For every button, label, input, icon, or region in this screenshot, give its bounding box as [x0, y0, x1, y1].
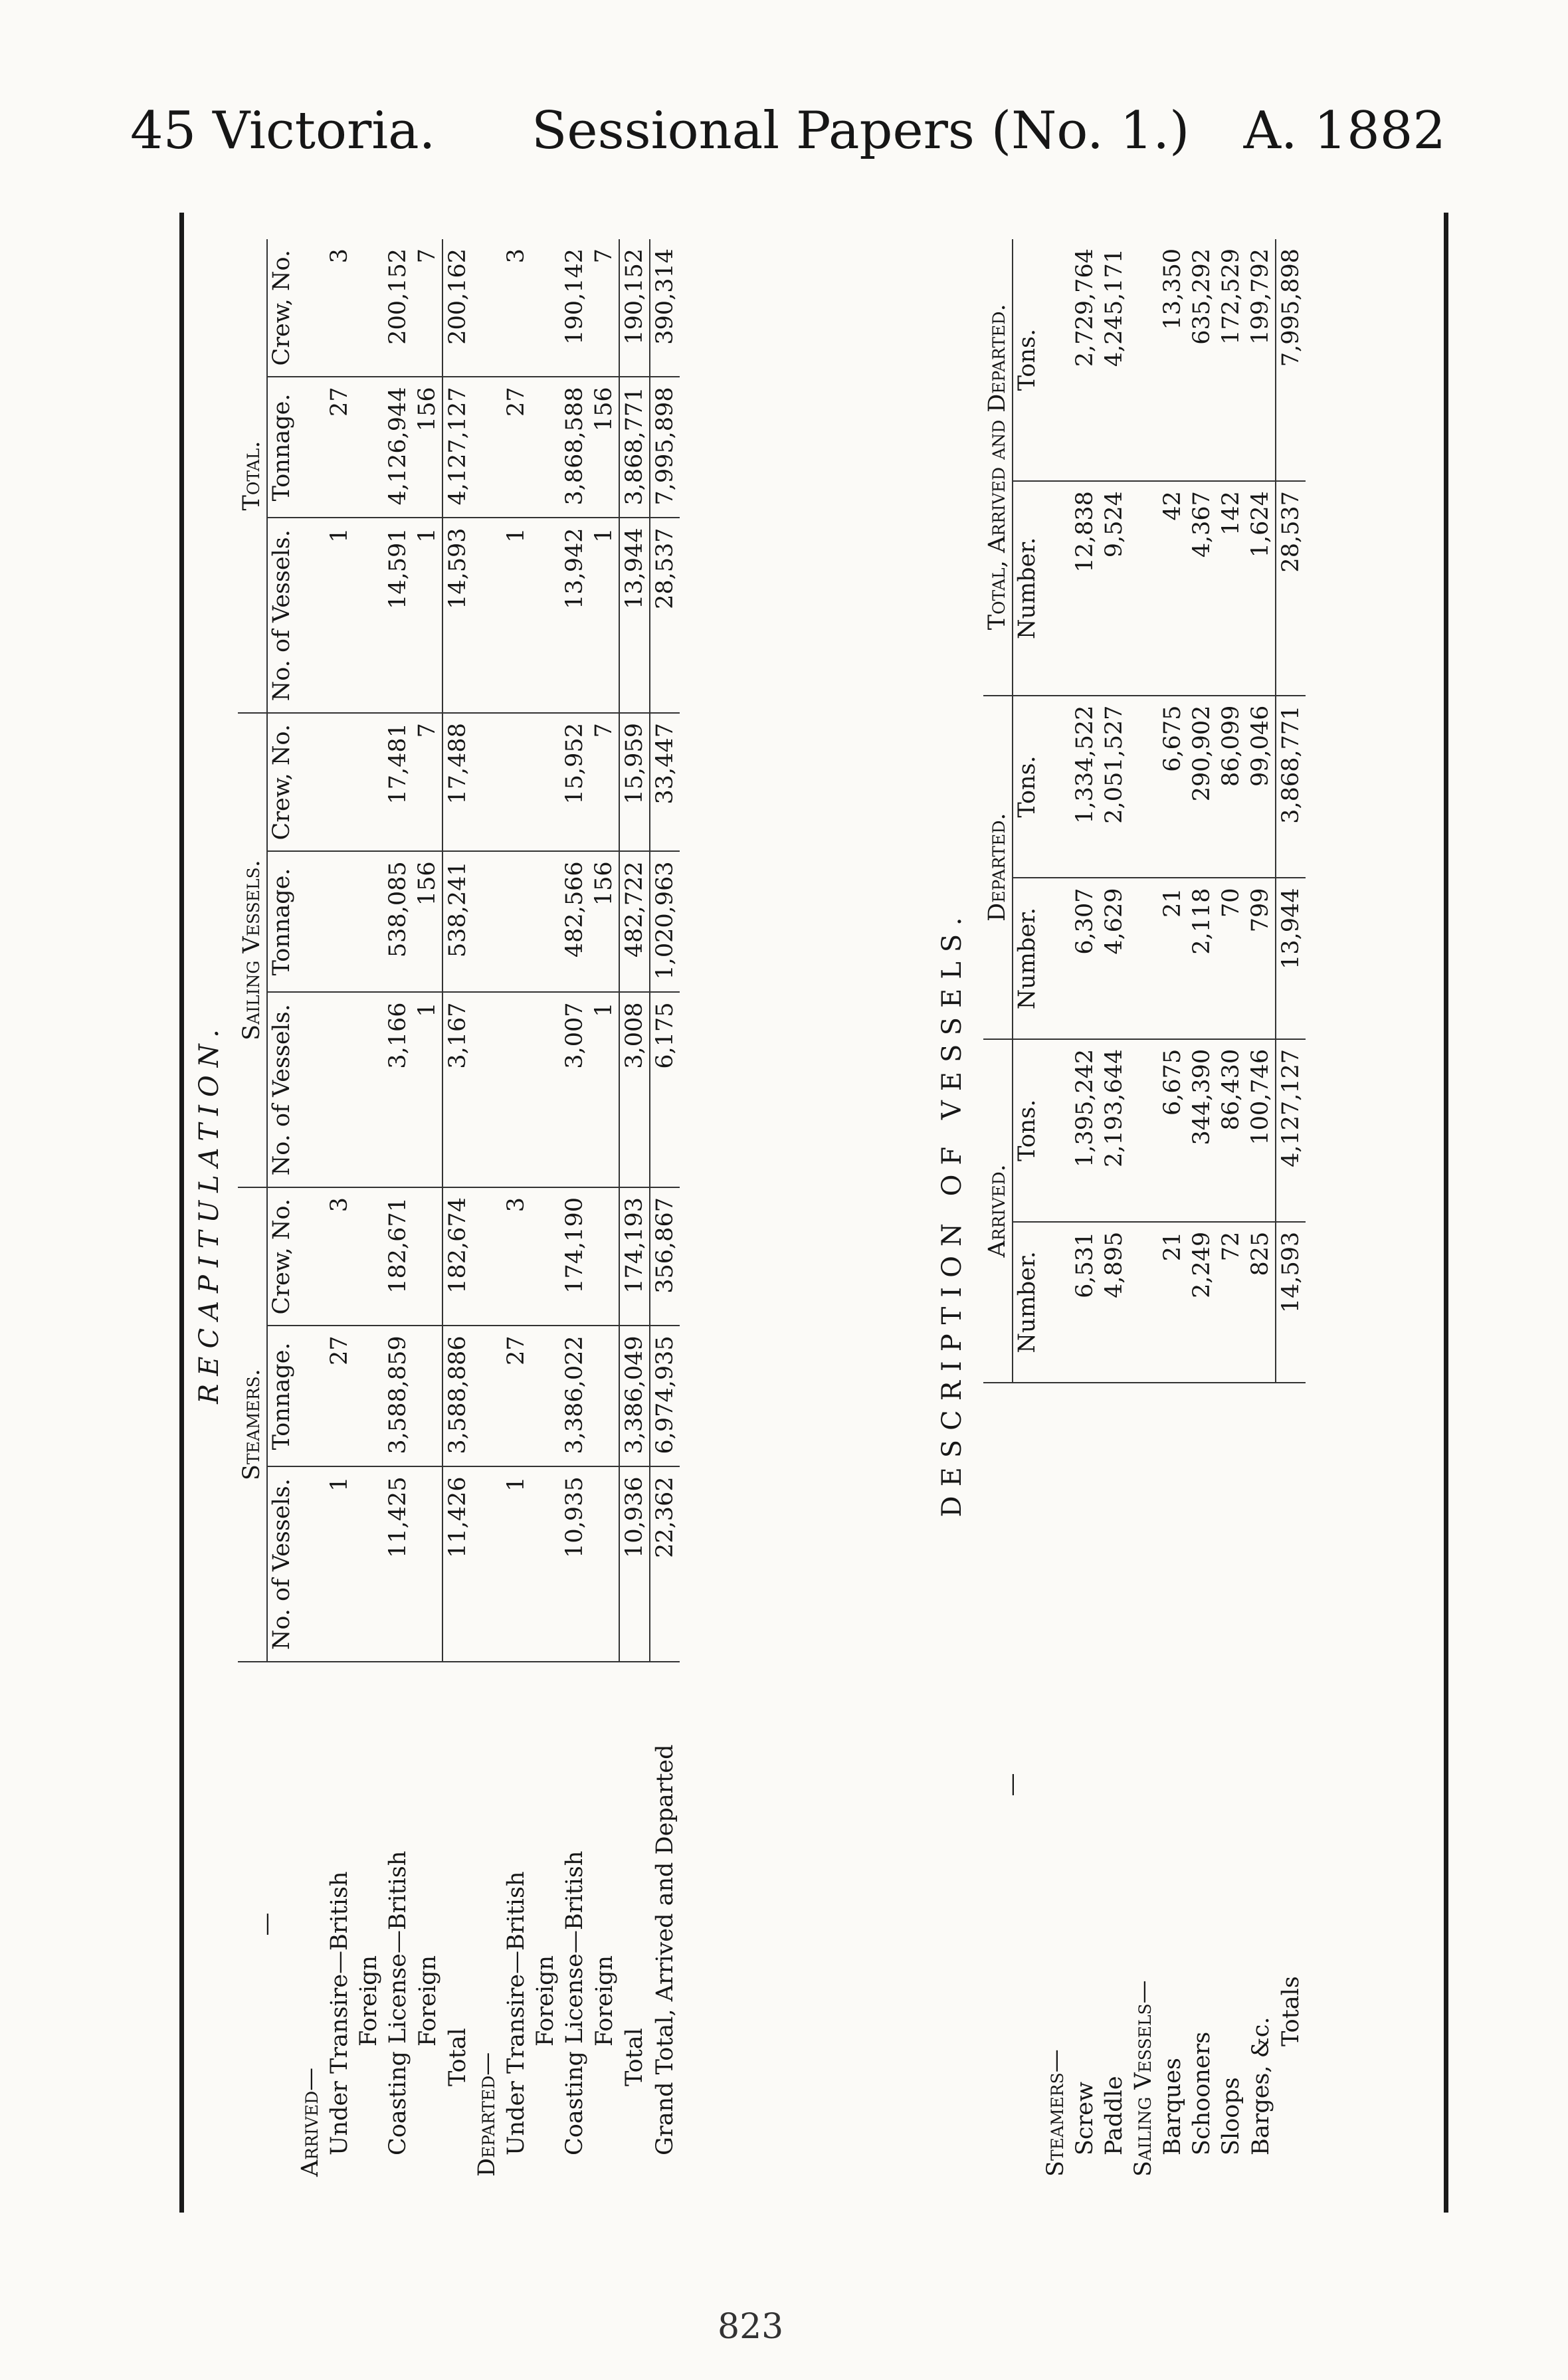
recap-row [560, 239, 589, 2186]
recap-cell: 11,426 [442, 1466, 472, 1662]
recap-cell: 4,126,944 [383, 377, 413, 518]
recap-cell: 200,162 [442, 239, 472, 377]
recap-cell: 7 [413, 239, 442, 377]
recap-row [296, 239, 325, 2186]
recap-cell [296, 713, 325, 851]
recap-cell: 3,166 [383, 992, 413, 1187]
recap-cell: 27 [325, 377, 354, 518]
recap-cell: 1 [502, 1466, 531, 1662]
description-group-header: Arrived. [983, 1039, 1013, 1383]
recap-row [531, 239, 560, 2186]
recap-row-label: Arrived— [297, 2067, 324, 2177]
recap-cell: 3 [502, 1187, 531, 1326]
recap-group-header: Steamers. [238, 1187, 267, 1662]
description-col-header: Tons. [1013, 239, 1042, 481]
recap-cell: 28,537 [650, 518, 680, 713]
description-row-label: Sailing Vessels— [1130, 1980, 1157, 2177]
recap-row [354, 239, 383, 2186]
recap-cell: 15,959 [619, 713, 650, 851]
recap-cell [354, 518, 383, 713]
description-cell: 825 [1246, 1222, 1276, 1383]
recap-cell [354, 1326, 383, 1466]
description-cell: 142 [1217, 481, 1246, 695]
recap-cell: 3,008 [619, 992, 650, 1187]
description-cell [1129, 481, 1158, 695]
recap-cell: 390,314 [650, 239, 680, 377]
recap-cell [589, 1466, 619, 1662]
recap-cell: 156 [413, 851, 442, 992]
recap-cell: 27 [502, 377, 531, 518]
recap-row [650, 239, 680, 2186]
recap-cell [296, 1466, 325, 1662]
recap-cell: 1 [502, 518, 531, 713]
description-row [1041, 239, 1070, 2186]
description-cell: 21 [1158, 1222, 1187, 1383]
description-cell: 100,746 [1246, 1039, 1276, 1222]
recap-cell: 3,868,588 [560, 377, 589, 518]
recap-group-header: Sailing Vessels. [238, 713, 267, 1187]
recap-cell: 174,190 [560, 1187, 589, 1326]
description-cell: 14,593 [1276, 1222, 1306, 1383]
recap-cell [502, 992, 531, 1187]
description-label-header: — [999, 1773, 1026, 1797]
recap-cell [502, 713, 531, 851]
recap-row [472, 239, 502, 2186]
description-cell [1041, 239, 1070, 481]
description-cell: 1,395,242 [1070, 1039, 1100, 1222]
description-cell: 4,127,127 [1276, 1039, 1306, 1222]
recap-cell [589, 1326, 619, 1466]
recap-cell: 3 [325, 239, 354, 377]
recap-row [413, 239, 442, 2186]
description-cell: 4,367 [1187, 481, 1217, 695]
description-row-label: Schooners [1189, 2031, 1215, 2155]
header-session: 45 Victoria. [130, 101, 436, 161]
description-body [1041, 239, 1306, 2186]
recap-row-label: Foreign [532, 1955, 559, 2046]
recap-row-label: Foreign [414, 1955, 441, 2046]
recap-cell: 3,167 [442, 992, 472, 1187]
recap-table [238, 239, 680, 2186]
recap-label-header: — [253, 1912, 280, 1936]
recap-cell [589, 1187, 619, 1326]
description-col-header: Number. [1013, 1222, 1042, 1383]
recap-row [502, 239, 531, 2186]
description-row [1246, 239, 1276, 2186]
recap-cell: 10,936 [619, 1466, 650, 1662]
description-row-label: Totals [1277, 1976, 1304, 2046]
recap-cell [296, 851, 325, 992]
recap-cell [531, 1326, 560, 1466]
description-cell: 99,046 [1246, 696, 1276, 878]
description-cell [1129, 696, 1158, 878]
recap-cell: 3,386,049 [619, 1326, 650, 1466]
description-group-header: Departed. [983, 696, 1013, 1039]
description-cell: 6,531 [1070, 1222, 1100, 1383]
description-cell [1129, 878, 1158, 1039]
recap-cell: 190,152 [619, 239, 650, 377]
recap-cell: 3,588,859 [383, 1326, 413, 1466]
description-cell: 635,292 [1187, 239, 1217, 481]
description-cell: 7,995,898 [1276, 239, 1306, 481]
recap-cell [531, 713, 560, 851]
recap-cell: 1 [325, 518, 354, 713]
recap-cell: 6,175 [650, 992, 680, 1187]
recap-cell: 1 [589, 992, 619, 1187]
recap-cell: 356,867 [650, 1187, 680, 1326]
recap-cell: 1 [589, 518, 619, 713]
recap-cell: 4,127,127 [442, 377, 472, 518]
description-cell: 3,868,771 [1276, 696, 1306, 878]
description-cell: 13,350 [1158, 239, 1187, 481]
recap-row-label: Total [444, 2028, 471, 2086]
recap-cell [296, 992, 325, 1187]
header-title: Sessional Papers (No. 1.) [532, 101, 1190, 161]
recap-cell: 13,944 [619, 518, 650, 713]
description-title: DESCRIPTION OF VESSELS. [937, 908, 967, 1518]
recap-cell [531, 239, 560, 377]
recap-cell: 13,942 [560, 518, 589, 713]
description-cell [1041, 1039, 1070, 1222]
recap-col-header: Crew, No. [267, 1187, 296, 1326]
description-row [1070, 239, 1100, 2186]
description-cell: 9,524 [1100, 481, 1129, 695]
recap-cell [531, 1187, 560, 1326]
recap-cell: 182,671 [383, 1187, 413, 1326]
rotated-tables [179, 213, 1448, 2213]
recap-cell: 156 [589, 851, 619, 992]
recap-cell [472, 518, 502, 713]
description-row-label: Barges, &c. [1247, 2017, 1274, 2155]
recap-cell: 7 [589, 713, 619, 851]
description-cell [1041, 481, 1070, 695]
description-cell: 1,334,522 [1070, 696, 1100, 878]
recap-cell [502, 851, 531, 992]
description-cell: 70 [1217, 878, 1246, 1039]
recap-row-label: Foreign [355, 1955, 382, 2046]
recap-row [619, 239, 650, 2186]
recap-row-label: Departed— [474, 2052, 500, 2177]
description-group-header: Total, Arrived and Departed. [983, 239, 1013, 696]
recap-cell [472, 992, 502, 1187]
recap-cell: 3 [325, 1187, 354, 1326]
description-cell: 4,629 [1100, 878, 1129, 1039]
recap-cell: 156 [413, 377, 442, 518]
recap-cell: 1,020,963 [650, 851, 680, 992]
description-cell [1041, 696, 1070, 878]
description-cell: 42 [1158, 481, 1187, 695]
description-row-label: Screw [1072, 2082, 1098, 2155]
recap-row [325, 239, 354, 2186]
recap-cell: 3,007 [560, 992, 589, 1187]
description-cell: 2,118 [1187, 878, 1217, 1039]
recap-cell: 190,142 [560, 239, 589, 377]
recap-cell: 6,974,935 [650, 1326, 680, 1466]
recap-cell [325, 713, 354, 851]
description-cell: 4,245,171 [1100, 239, 1129, 481]
description-row-label: Steamers— [1042, 2049, 1069, 2177]
description-cell: 2,051,527 [1100, 696, 1129, 878]
description-cell: 12,838 [1070, 481, 1100, 695]
recap-cell [531, 1466, 560, 1662]
recap-row-label: Under Transire—British [503, 1871, 530, 2155]
description-cell: 172,529 [1217, 239, 1246, 481]
recap-cell [296, 239, 325, 377]
recap-cell [413, 1466, 442, 1662]
recap-col-header: No. of Vessels. [267, 1466, 296, 1662]
description-cell: 2,193,644 [1100, 1039, 1129, 1222]
recap-row-label: Foreign [591, 1955, 618, 2046]
description-cell [1041, 878, 1070, 1039]
description-row-label: Barques [1159, 2058, 1186, 2155]
recap-cell: 538,085 [383, 851, 413, 992]
recap-cell [531, 992, 560, 1187]
recap-cell: 15,952 [560, 713, 589, 851]
recap-cell: 156 [589, 377, 619, 518]
description-cell: 799 [1246, 878, 1276, 1039]
recap-cell [354, 851, 383, 992]
description-cell [1129, 239, 1158, 481]
description-table [983, 239, 1306, 2186]
description-cell [1129, 1222, 1158, 1383]
recap-col-header: No. of Vessels. [267, 992, 296, 1187]
description-cell: 13,944 [1276, 878, 1306, 1039]
recap-cell [354, 992, 383, 1187]
recap-cell [472, 377, 502, 518]
recap-cell [296, 1187, 325, 1326]
description-row-label: Sloops [1218, 2077, 1244, 2155]
recap-col-header: Crew, No. [267, 713, 296, 851]
description-cell: 6,675 [1158, 1039, 1187, 1222]
recap-cell [296, 377, 325, 518]
recap-cell: 27 [502, 1326, 531, 1466]
recap-row-label: Coasting License—British [561, 1850, 588, 2155]
description-row [1158, 239, 1187, 2186]
description-cell: 344,390 [1187, 1039, 1217, 1222]
recap-group-header: Total. [238, 239, 267, 713]
description-cell [1041, 1222, 1070, 1383]
recap-row-label: Coasting License—British [385, 1850, 411, 2155]
recap-row-label: Under Transire—British [326, 1871, 353, 2155]
recap-cell: 200,152 [383, 239, 413, 377]
description-cell: 2,249 [1187, 1222, 1217, 1383]
recap-cell [354, 239, 383, 377]
recap-col-header: Crew, No. [267, 239, 296, 377]
recap-cell: 538,241 [442, 851, 472, 992]
recap-cell: 3 [502, 239, 531, 377]
recap-cell: 174,193 [619, 1187, 650, 1326]
description-cell: 6,307 [1070, 878, 1100, 1039]
recap-row [589, 239, 619, 2186]
recap-row [383, 239, 413, 2186]
recap-cell: 482,566 [560, 851, 589, 992]
recap-row-label: Total [621, 2028, 648, 2086]
recap-cell [354, 713, 383, 851]
description-col-header: Tons. [1013, 696, 1042, 878]
recap-cell: 1 [413, 992, 442, 1187]
recap-cell: 14,593 [442, 518, 472, 713]
description-cell: 199,792 [1246, 239, 1276, 481]
recap-col-header: Tonnage. [267, 1326, 296, 1466]
description-cell: 86,099 [1217, 696, 1246, 878]
description-col-header: Number. [1013, 481, 1042, 695]
recap-body [296, 239, 680, 2186]
recap-cell [325, 992, 354, 1187]
description-cell: 4,895 [1100, 1222, 1129, 1383]
description-row [1129, 239, 1158, 2186]
recap-cell: 11,425 [383, 1466, 413, 1662]
description-row [1217, 239, 1246, 2186]
recap-cell [531, 377, 560, 518]
description-col-header: Tons. [1013, 1039, 1042, 1222]
recap-col-header: No. of Vessels. [267, 518, 296, 713]
recap-cell [354, 377, 383, 518]
description-cell: 290,902 [1187, 696, 1217, 878]
recap-cell [472, 1326, 502, 1466]
recap-cell [472, 1187, 502, 1326]
description-col-header: Number. [1013, 878, 1042, 1039]
recap-col-header: Tonnage. [267, 377, 296, 518]
recap-cell: 1 [413, 518, 442, 713]
recap-cell [531, 518, 560, 713]
recap-cell: 3,588,886 [442, 1326, 472, 1466]
description-row-label: Paddle [1101, 2076, 1127, 2155]
recap-cell [413, 1326, 442, 1466]
description-row [1276, 239, 1306, 2186]
description-row [1187, 239, 1217, 2186]
recap-row [442, 239, 472, 2186]
description-cell: 21 [1158, 878, 1187, 1039]
recap-cell: 27 [325, 1326, 354, 1466]
recap-cell: 7,995,898 [650, 377, 680, 518]
description-cell: 72 [1217, 1222, 1246, 1383]
recap-cell: 3,868,771 [619, 377, 650, 518]
recap-cell [413, 1187, 442, 1326]
recap-col-header: Tonnage. [267, 851, 296, 992]
description-cell: 2,729,764 [1070, 239, 1100, 481]
recap-cell: 3,386,022 [560, 1326, 589, 1466]
recap-cell [472, 851, 502, 992]
recap-cell: 33,447 [650, 713, 680, 851]
recap-cell [296, 518, 325, 713]
description-cell: 28,537 [1276, 481, 1306, 695]
recap-cell [325, 851, 354, 992]
page-number: 823 [718, 2307, 784, 2347]
recap-cell: 7 [413, 713, 442, 851]
recap-cell [354, 1187, 383, 1326]
recap-cell: 22,362 [650, 1466, 680, 1662]
description-cell: 6,675 [1158, 696, 1187, 878]
recap-cell [472, 1466, 502, 1662]
recap-row-label: Grand Total, Arrived and Departed [651, 1744, 678, 2155]
recap-cell: 10,935 [560, 1466, 589, 1662]
description-cell: 1,624 [1246, 481, 1276, 695]
recap-cell [354, 1466, 383, 1662]
recap-cell: 182,674 [442, 1187, 472, 1326]
description-cell [1129, 1039, 1158, 1222]
recap-cell: 1 [325, 1466, 354, 1662]
recap-cell [472, 713, 502, 851]
recap-cell: 17,481 [383, 713, 413, 851]
description-row [1100, 239, 1129, 2186]
description-cell: 86,430 [1217, 1039, 1246, 1222]
recap-cell: 482,722 [619, 851, 650, 992]
recap-cell: 14,591 [383, 518, 413, 713]
recap-cell [531, 851, 560, 992]
recap-cell [472, 239, 502, 377]
recap-cell [296, 1326, 325, 1466]
recap-cell: 17,488 [442, 713, 472, 851]
recap-title: RECAPITULATION. [194, 1021, 225, 1404]
recap-cell: 7 [589, 239, 619, 377]
header-year: A. 1882 [1243, 101, 1446, 161]
